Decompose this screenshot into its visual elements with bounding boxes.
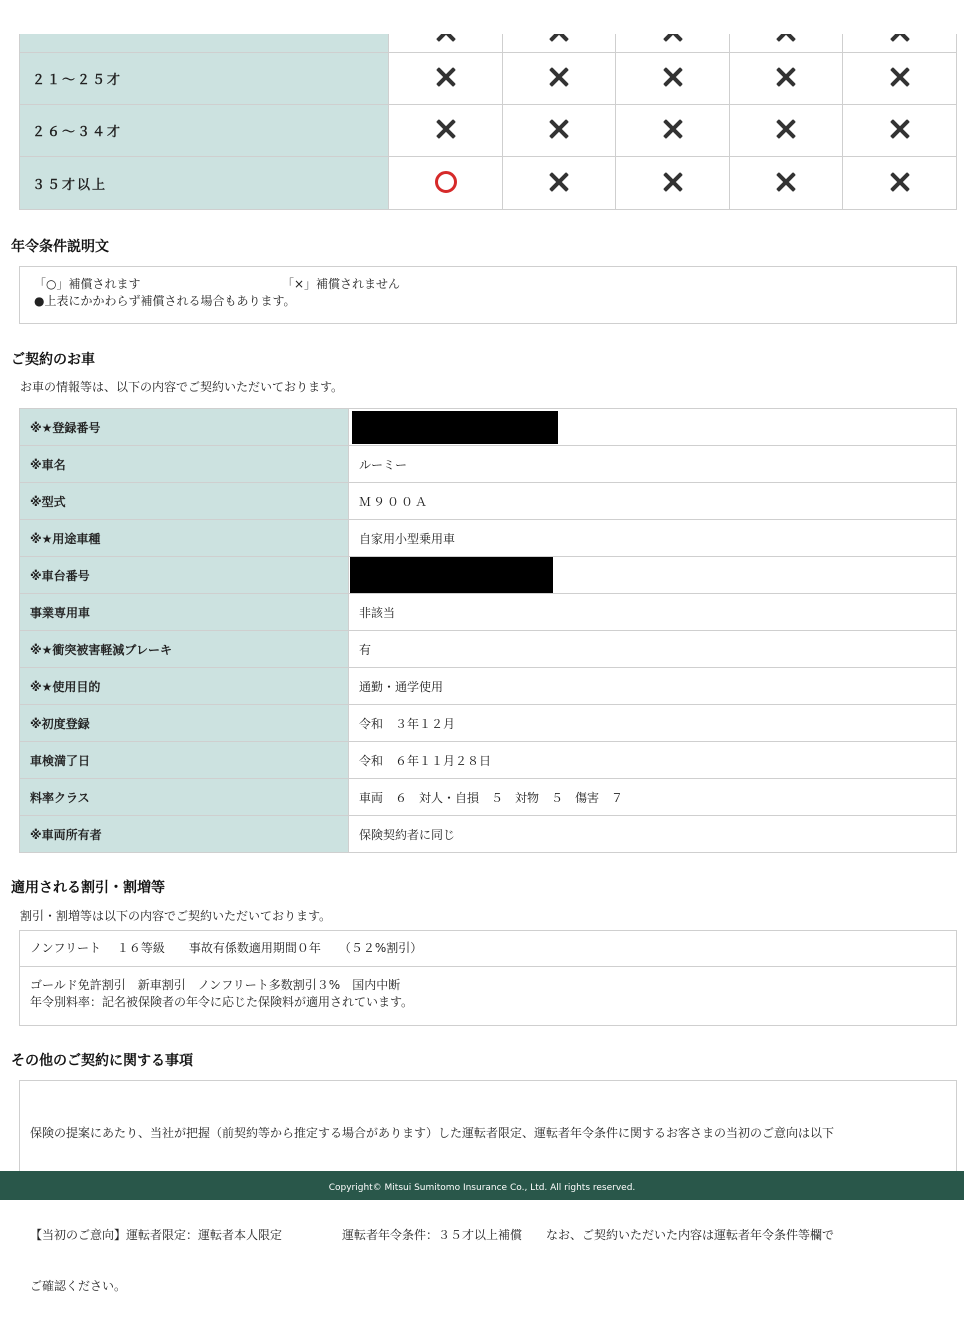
age-note-legend: [34, 276, 956, 293]
cross-icon: [436, 119, 456, 139]
car-value: 車両 ６ 対人・自損 ５ 対物 ５ 傷害 ７: [349, 779, 957, 816]
age-note-title: 年令条件説明文: [11, 239, 109, 255]
cross-icon: [890, 67, 910, 87]
discount-grade-box: ノンフリート １６等級 事故有係数適用期間０年 （５２%割引）: [19, 930, 957, 967]
redaction-block: [352, 411, 558, 444]
mark-cell: [843, 105, 957, 157]
table-row: [20, 816, 957, 853]
cross-icon: [663, 172, 683, 192]
car-label: ※★衝突被害軽減ブレーキ: [20, 631, 349, 668]
car-section-title: ご契約のお車: [11, 352, 95, 368]
car-label: ※車台番号: [20, 557, 349, 594]
car-label: 車検満了日: [20, 742, 349, 779]
table-row: [20, 631, 957, 668]
car-value: 通勤・通学使用: [349, 668, 957, 705]
cross-icon: [663, 119, 683, 139]
car-label: ※車両所有者: [20, 816, 349, 853]
table-row: [20, 742, 957, 779]
age-note-box: [19, 266, 957, 324]
cross-icon: [776, 67, 796, 87]
mark-cell: [729, 53, 843, 105]
car-label: ※初度登録: [20, 705, 349, 742]
table-row: [20, 409, 957, 446]
age-label: ２１～２５才: [20, 53, 389, 105]
mark-cell: [502, 157, 616, 210]
cross-icon: [549, 172, 569, 192]
copyright-text: Copyright© Mitsui Sumitomo Insurance Co., Ltd. All rights reserved.: [328, 1183, 636, 1193]
age-rate-text: 年令別料率：記名被保険者の年令に応じた保険料が適用されています。: [30, 995, 414, 1009]
not-covered-text: 「×」補償されません: [282, 277, 401, 291]
mark-cell: [843, 53, 957, 105]
mark-cell: [389, 53, 503, 105]
car-value-redacted: [349, 557, 957, 594]
discount-items: ゴールド免許割引 新車割引 ノンフリート多数割引３% 国内中断: [30, 978, 401, 992]
cross-icon: [890, 172, 910, 192]
cross-icon: [890, 119, 910, 139]
car-value: 保険契約者に同じ: [349, 816, 957, 853]
cross-icon: [436, 34, 456, 42]
car-value: 令和 ３年１２月: [349, 705, 957, 742]
other-section-title: その他のご契約に関する事項: [11, 1053, 193, 1069]
mark-cell: [502, 53, 616, 105]
mark-cell: [389, 157, 503, 210]
discount-section-subtitle: 割引・割増等は以下の内容でご契約いただいております。: [20, 909, 332, 923]
car-value-redacted: [349, 409, 957, 446]
table-row: [20, 446, 957, 483]
cross-icon: [663, 67, 683, 87]
other-line: 【当初のご意向】運転者限定：運転者本人限定 運転者年令条件：３５才以上補償 なお、ご契約いただいた内容は運転者年令条件等欄で: [30, 1228, 835, 1242]
top-scroll-mask: [0, 0, 964, 34]
mark-cell: [616, 157, 730, 210]
car-label: 事業専用車: [20, 594, 349, 631]
table-row: [20, 668, 957, 705]
discount-section-title: 適用される割引・割増等: [11, 880, 165, 896]
car-label: ※車名: [20, 446, 349, 483]
car-info-table: [19, 408, 957, 853]
other-line: ご確認ください。: [30, 1279, 127, 1293]
car-label: ※★使用目的: [20, 668, 349, 705]
age-note-text: ●上表にかかわらず補償される場合もあります。: [34, 294, 296, 308]
discount-detail-box: [19, 966, 957, 1026]
car-label: ※★登録番号: [20, 409, 349, 446]
footer: [0, 1171, 964, 1200]
car-label: 料率クラス: [20, 779, 349, 816]
cross-icon: [549, 67, 569, 87]
covered-text: 「○」補償されます: [34, 277, 141, 291]
car-value: Ｍ９００Ａ: [349, 483, 957, 520]
mark-cell: [729, 157, 843, 210]
age-label: ３５才以上: [20, 157, 389, 210]
mark-cell: [502, 105, 616, 157]
other-line: 保険の提案にあたり、当社が把握（前契約等から推定する場合があります）した運転者限定、運転者年令条件に関するお客さまの当初のご意向は以下: [30, 1126, 835, 1140]
mark-cell: [616, 53, 730, 105]
cross-icon: [776, 34, 796, 42]
cross-icon: [549, 34, 569, 42]
cross-icon: [663, 34, 683, 42]
table-row: [20, 105, 957, 157]
car-value: 有: [349, 631, 957, 668]
mark-cell: [389, 105, 503, 157]
table-row: [20, 779, 957, 816]
car-value: 自家用小型乗用車: [349, 520, 957, 557]
table-row: [20, 594, 957, 631]
cross-icon: [776, 119, 796, 139]
table-row: [20, 157, 957, 210]
mark-cell: [729, 105, 843, 157]
table-row: [20, 53, 957, 105]
car-value: ルーミー: [349, 446, 957, 483]
car-label: ※型式: [20, 483, 349, 520]
age-label: ２６～３４才: [20, 105, 389, 157]
cross-icon: [776, 172, 796, 192]
car-section-subtitle: お車の情報等は、以下の内容でご契約いただいております。: [20, 380, 344, 394]
cross-icon: [549, 119, 569, 139]
cross-icon: [436, 67, 456, 87]
car-value: 令和 ６年１１月２８日: [349, 742, 957, 779]
mark-cell: [843, 157, 957, 210]
car-value: 非該当: [349, 594, 957, 631]
redaction-block: [350, 557, 553, 593]
cross-icon: [890, 34, 910, 42]
table-row: [20, 520, 957, 557]
circle-icon: [435, 171, 457, 193]
mark-cell: [616, 105, 730, 157]
table-row: [20, 483, 957, 520]
table-row: [20, 557, 957, 594]
table-row: [20, 705, 957, 742]
car-label: ※★用途車種: [20, 520, 349, 557]
